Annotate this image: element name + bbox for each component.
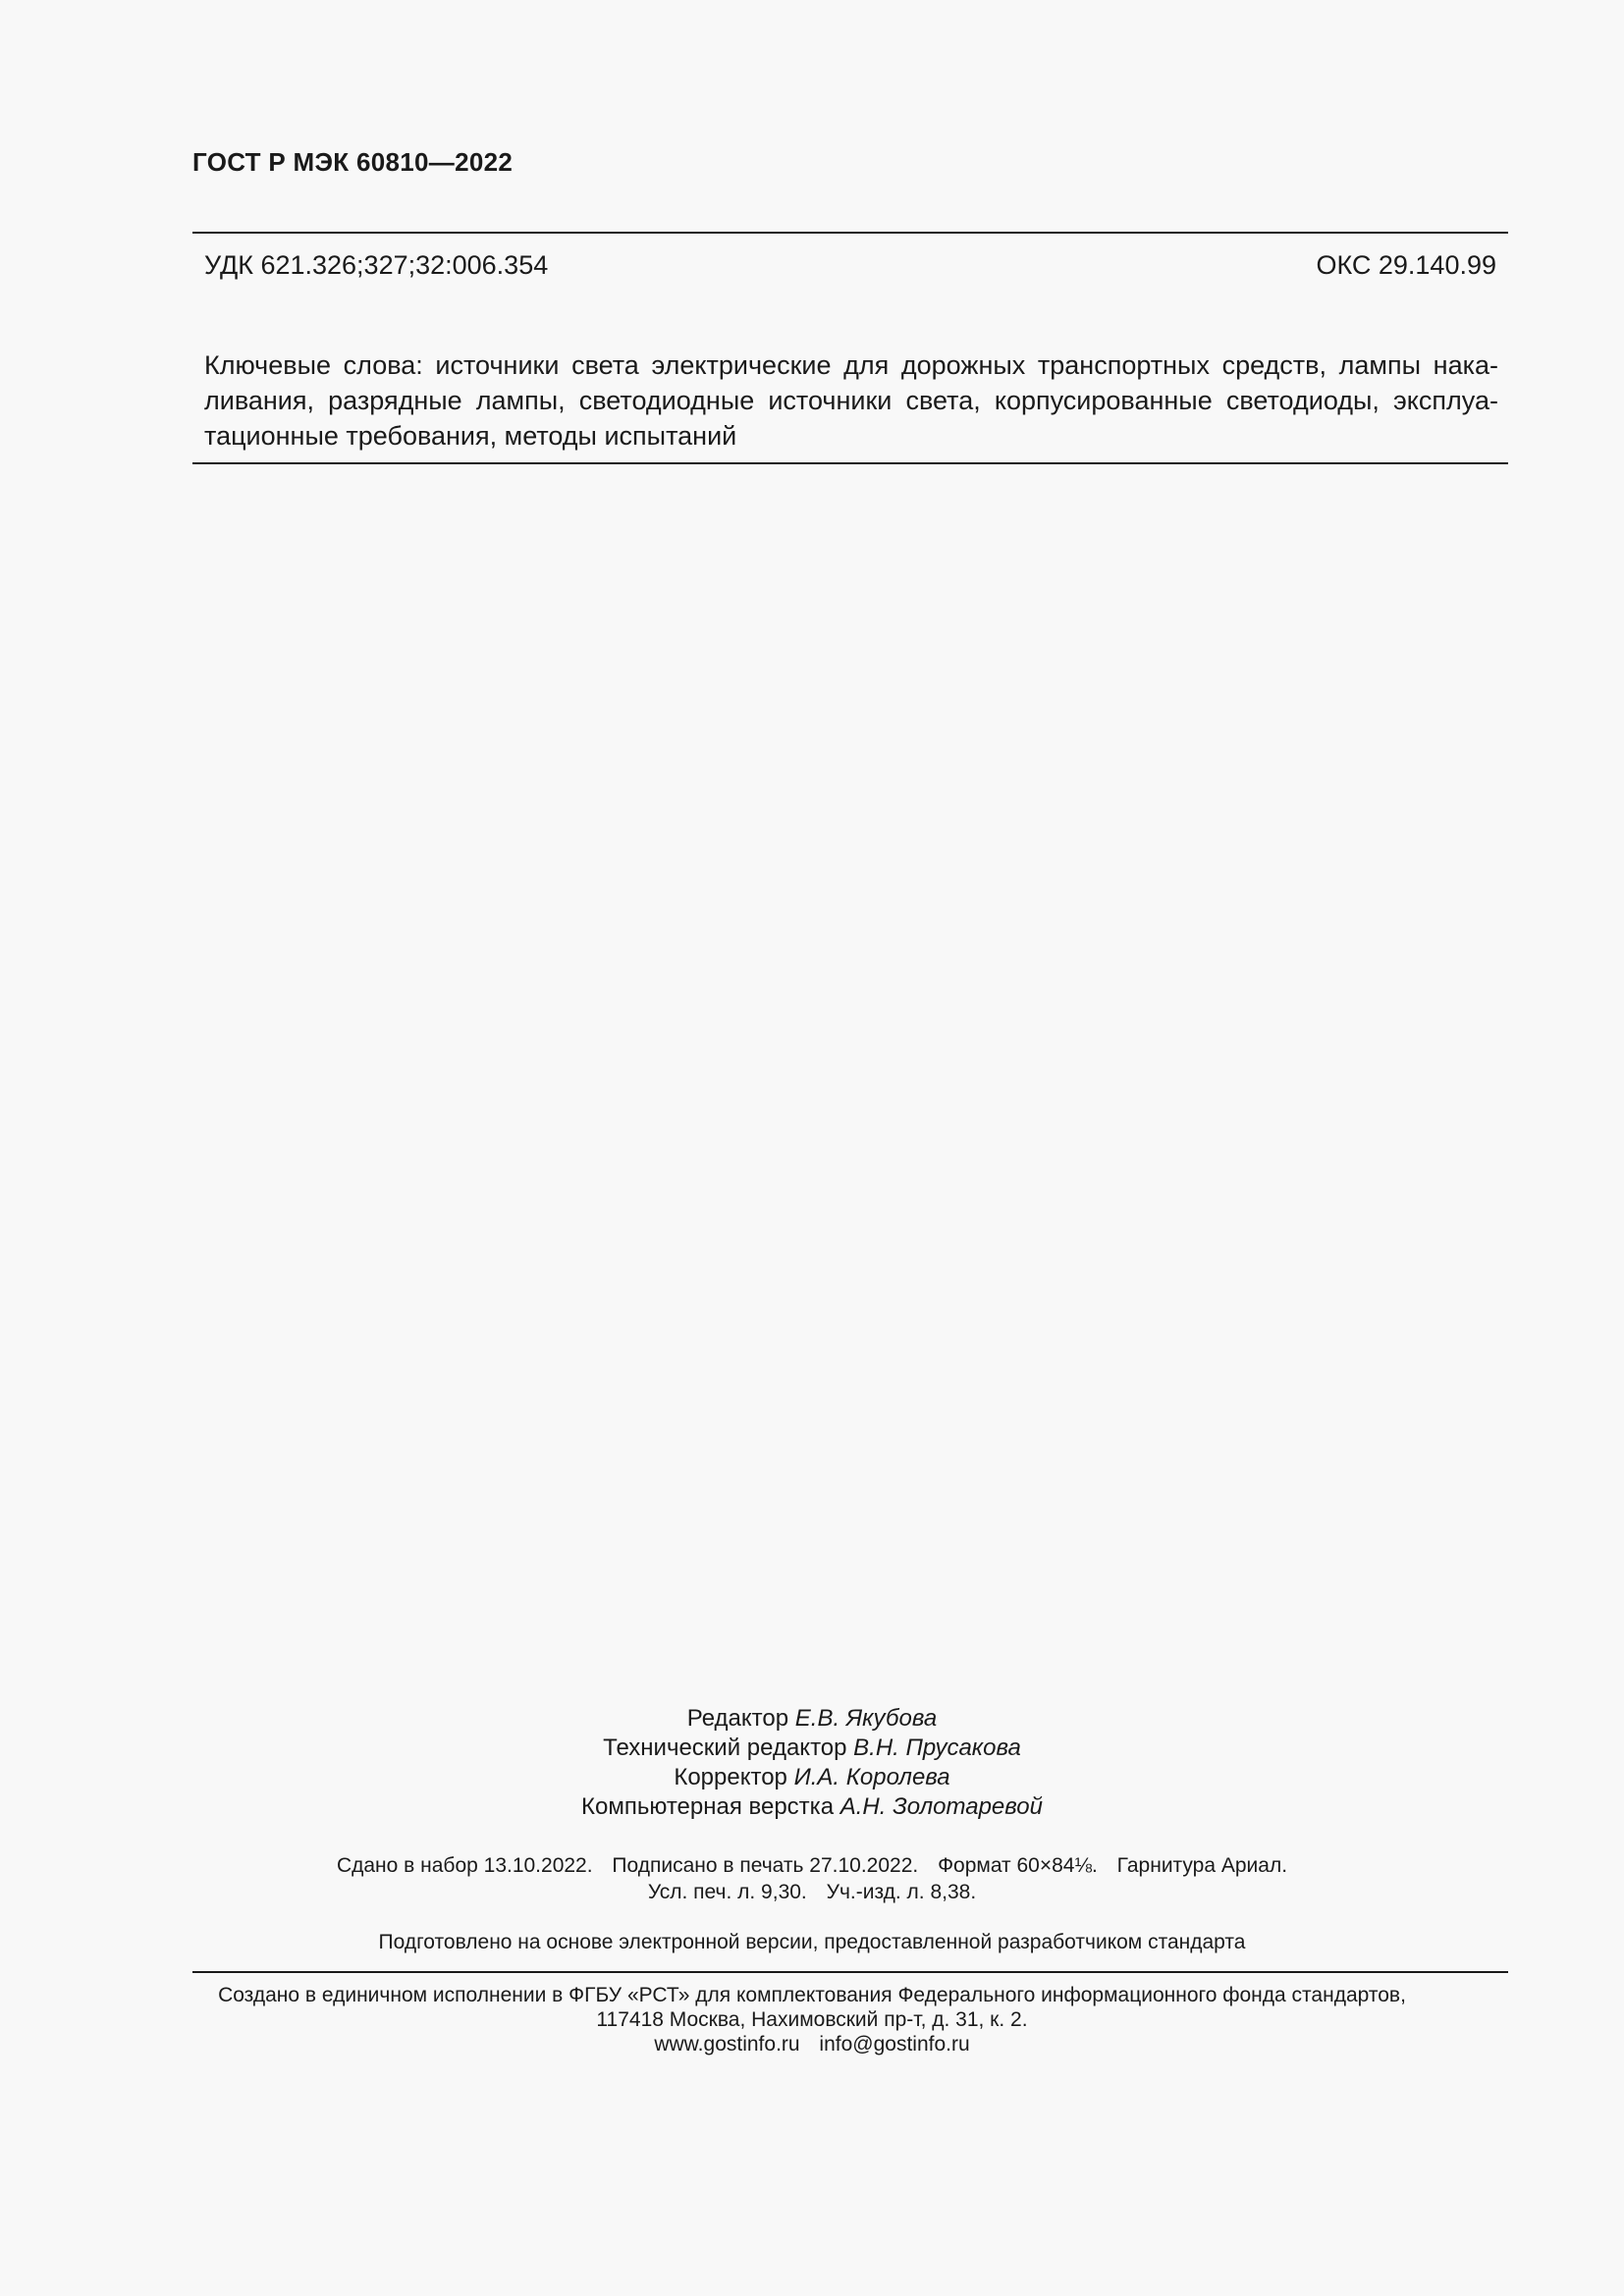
print-format: Формат 60×84⅛. <box>938 1854 1098 1877</box>
printed-sheets: Усл. печ. л. 9,30. <box>647 1881 807 1903</box>
publishing-sheets: Уч.-изд. л. 8,38. <box>826 1881 977 1903</box>
credit-role: Технический редактор <box>603 1735 847 1761</box>
print-info-line-2 <box>0 1879 1624 1905</box>
keywords-line: тационные требования, методы испытаний <box>204 421 737 451</box>
standard-code-header: ГОСТ Р МЭК 60810—2022 <box>192 147 514 177</box>
keywords-line: ливания, разрядные лампы, светодиодные источники света, корпусированные светодиоды, эксплуа- <box>204 386 1498 415</box>
publisher-address: 117418 Москва, Нахимовский пр-т, д. 31, к. 2. <box>596 2008 1028 2031</box>
publisher-website[interactable]: www.gostinfo.ru <box>654 2033 800 2056</box>
keywords-divider <box>192 462 1508 464</box>
credit-proofreader <box>0 1763 1624 1792</box>
print-info-block <box>0 1852 1624 1905</box>
prepared-note: Подготовлено на основе электронной версии, предоставленной разработчиком стандарта <box>378 1931 1246 1953</box>
credit-tech-editor <box>0 1734 1624 1763</box>
udk-code: УДК 621.326;327;32:006.354 <box>204 250 549 280</box>
publisher-statement: Создано в единичном исполнении в ФГБУ «РСТ» для комплектования Федерального информационного фонда стандартов, <box>218 1984 1406 2006</box>
signed-date: Подписано в печать 27.10.2022. <box>612 1854 919 1877</box>
credit-editor <box>0 1704 1624 1734</box>
credits-block <box>0 1704 1624 1822</box>
print-info-line-1 <box>0 1852 1624 1879</box>
publisher-email[interactable]: info@gostinfo.ru <box>819 2033 970 2056</box>
submitted-date: Сдано в набор 13.10.2022. <box>336 1854 593 1877</box>
keywords-line: Ключевые слова: источники света электрические для дорожных транспортных средств, лампы нака- <box>204 350 1498 380</box>
oks-code: ОКС 29.140.99 <box>1316 250 1496 280</box>
credit-layout <box>0 1792 1624 1822</box>
keywords-block <box>204 347 1498 454</box>
credit-role: Компьютерная верстка <box>581 1793 835 1820</box>
credit-role: Корректор <box>674 1764 787 1790</box>
publisher-block <box>0 1983 1624 2056</box>
credit-name: В.Н. Прусакова <box>853 1735 1021 1761</box>
credit-name: Е.В. Якубова <box>794 1705 938 1732</box>
typeface: Гарнитура Ариал. <box>1116 1854 1288 1877</box>
publisher-divider <box>192 1971 1508 1973</box>
top-divider <box>192 232 1508 234</box>
credit-role: Редактор <box>686 1705 789 1732</box>
credit-name: А.Н. Золотаревой <box>839 1793 1043 1820</box>
publisher-contacts <box>0 2032 1624 2056</box>
credit-name: И.А. Королева <box>793 1764 950 1790</box>
